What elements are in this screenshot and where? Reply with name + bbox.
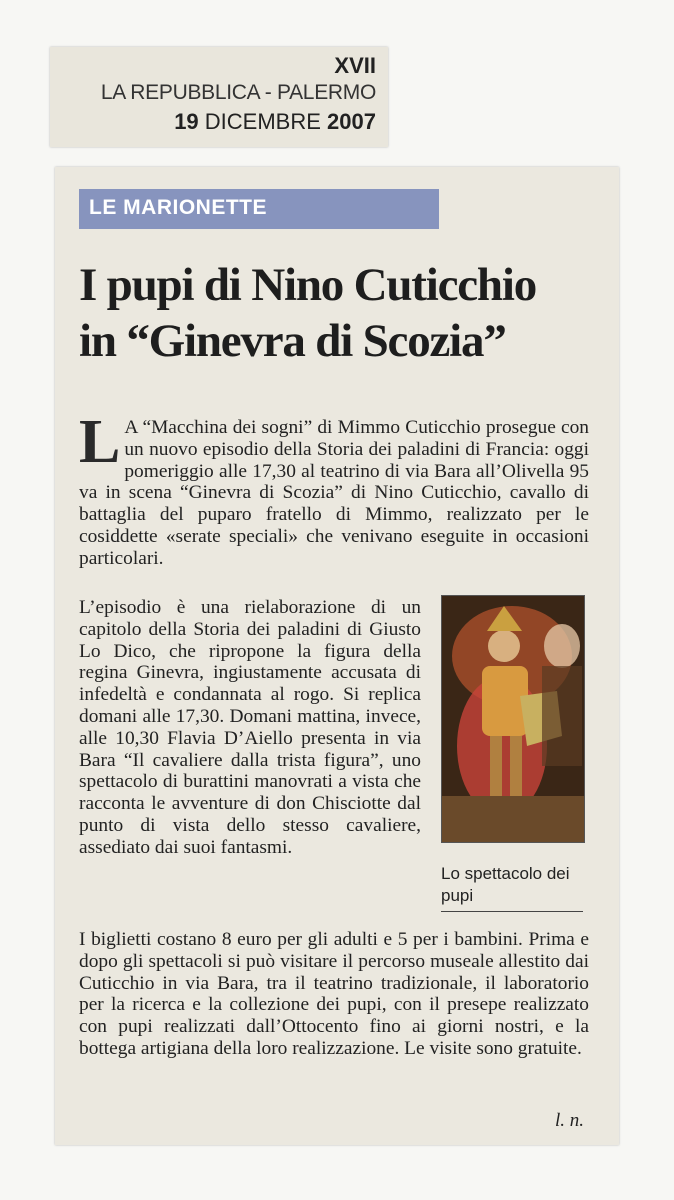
lead-paragraph [79, 408, 589, 570]
date-month: DICEMBRE [204, 109, 321, 134]
lead-text: A “Macchina dei sogni” di Mimmo Cuticchio prosegue con un nuovo episodio della Storia dei paladini di Francia: oggi pomeriggio alle 17,30 al teatrino di via Bara all’Olivella 95 va in scena “Ginevra di Scozia” di Nino Cuticchio, cavallo di battaglia del puparo fratello di Mimmo, realizzato per le cosiddette «serate speciali» che venivano eseguite in occasioni particolari. [79, 417, 589, 569]
publication-date [174, 109, 376, 135]
date-day: 19 [174, 109, 199, 134]
dateline-clipping [50, 47, 388, 147]
author-initials: l. n. [555, 1110, 585, 1131]
page-number: XVII [334, 53, 376, 78]
puppet-illustration-icon [442, 596, 584, 842]
section-banner [79, 189, 439, 229]
section-label: LE MARIONETTE [89, 196, 267, 219]
headline [79, 257, 609, 369]
newspaper-name: LA REPUBBLICA - PALERMO [100, 81, 376, 104]
date-year: 2007 [327, 109, 376, 134]
puppet-photo [441, 595, 585, 843]
photo-caption: Lo spettacolo dei pupi [441, 863, 583, 912]
headline-line-1: I pupi di Nino Cuticchio [79, 259, 537, 311]
closing-paragraph: I biglietti costano 8 euro per gli adulti e 5 per i bambini. Prima e dopo gli spettacoli si può visitare il percorso museale allestito dai Cuticchio in via Bara, tra il teatrino tradizionale, il laboratorio per la ricerca e la collezione dei pupi, con il presepe realizzato con pupi realizzati dall’Ottocento fino ai giorni nostri, e la bottega artigiana della loro realizzazione. Le visite sono gratuite. [79, 929, 589, 1059]
article-clipping [55, 167, 619, 1145]
column-paragraph: L’episodio è una rielaborazione di un capitolo della Storia dei paladini di Giusto Lo Dico, che ripropone la figura della regina Ginevra, ingiustamente accusata di infedeltà e condannata al rogo. Si replica domani alle 17,30. Domani mattina, invece, alle 10,30 Flavia D’Aiello presenta in via Bara “Il cavaliere dalla trista figura”, uno spettacolo di burattini manovrati a vista che racconta le avventure di don Chisciotte dal punto di vista dello stesso cavaliere, assediato dai suoi fantasmi. [79, 597, 421, 858]
headline-line-2: in “Ginevra di Scozia” [79, 315, 506, 367]
drop-cap: L [79, 408, 121, 476]
